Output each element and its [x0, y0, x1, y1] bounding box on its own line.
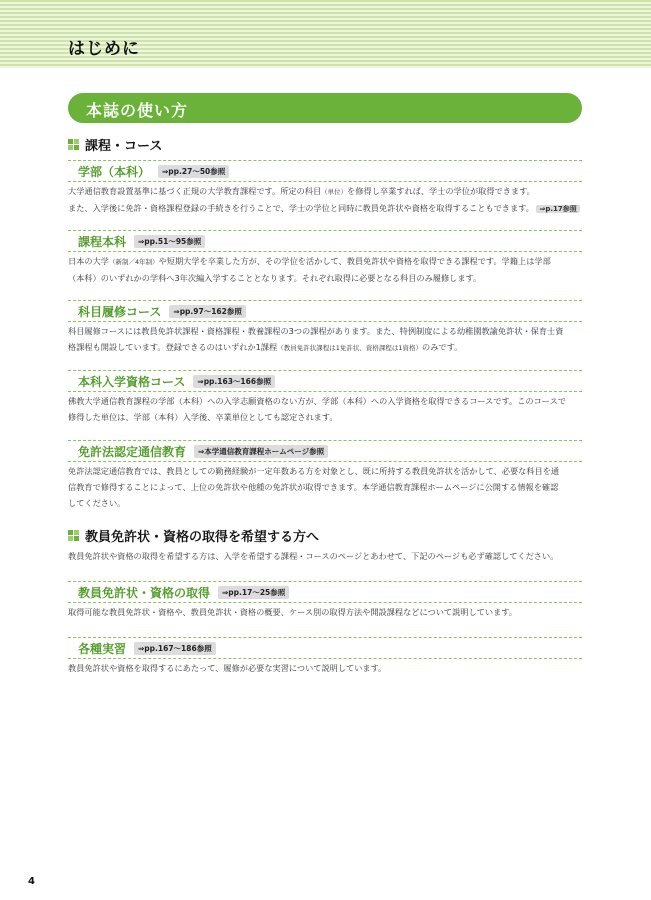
- subsection-body: 佛教大学通信教育課程の学部（本科）への入学志願資格のない方が、学部（本科）への入学資格を取得できるコースです。このコースで 修得した単位は、学部（本科）入学後、卒業単位としても認定されます。: [68, 396, 566, 422]
- subsection-kamoku: [68, 300, 582, 322]
- subsection-body: 日本の大学（新制／4年制）や短期大学を卒業した方が、その学位を活かして、教員免許状や資格を取得できる課程です。学籍上は学部 （本科）のいずれかの学科へ3年次編入学することとなります。それぞれ取得に必要となる科目のみ履修します。: [68, 256, 551, 283]
- page-header-title: はじめに: [68, 39, 140, 59]
- page-ref-tag: ⇒pp.167〜186参照: [134, 642, 216, 655]
- square-grid-icon: [68, 139, 79, 150]
- group-heading-text: 教員免許状・資格の取得を希望する方へ: [85, 529, 320, 545]
- section-title: 本誌の使い方: [86, 101, 189, 120]
- subsection-jisshu: [68, 637, 582, 659]
- page-ref-tag: ⇒pp.163〜166参照: [193, 375, 275, 388]
- group-heading-text: 課程・コース: [85, 138, 163, 154]
- group-heading-courses: [68, 135, 162, 153]
- subsection-title: 学部（本科）: [78, 164, 151, 179]
- subsection-menkyo: [68, 440, 582, 462]
- subsection-katei-honka: [68, 230, 582, 252]
- page-ref-tag: ⇒pp.51〜95参照: [134, 235, 205, 248]
- subsection-title: 各種実習: [78, 641, 127, 656]
- page-ref-tag: ⇒本学通信教育課程ホームページ参照: [194, 445, 328, 458]
- group-heading-licenses: [68, 526, 319, 544]
- subsection-body: 科目履修コースには教員免許状課程・資格課程・教養課程の3つの課程があります。また、特例制度による幼稚園教諭免許状・保育士資 格課程も開設しています。登録できるのはいずれか1課程（教員免許状課程は1免許状、資格課程は1資格）のみです。: [68, 326, 564, 352]
- subsection-body: 取得可能な教員免許状・資格や、教員免許状・資格の概要、ケース別の取得方法や開設課程などについて説明しています。: [68, 607, 517, 617]
- page-number: 4: [28, 876, 35, 887]
- square-grid-icon: [68, 530, 79, 541]
- subsection-body: 免許法認定通信教育では、教員としての勤務経験が一定年数ある方を対象とし、既に所持する教員免許状を活かして、必要な科目を通 信教育で修得することによって、上位の免許状や他種の免許状が取得できます。本学通信教育課程ホームページに公開する情報を確認 してください。: [68, 466, 560, 508]
- subsection-title: 科目履修コース: [78, 304, 162, 319]
- subsection-title: 教員免許状・資格の取得: [78, 585, 211, 600]
- section-title-bar: [68, 93, 582, 123]
- subsection-shutoku: [68, 581, 582, 603]
- page-ref-tag: ⇒pp.17〜25参照: [218, 586, 289, 599]
- subsection-title: 課程本科: [78, 234, 127, 249]
- page-ref-tag: ⇒p.17参照: [536, 205, 579, 213]
- group-intro: 教員免許状や資格の取得を希望する方は、入学を希望する課程・コースのページとあわせて、下記のページも必ず確認してください。: [68, 551, 559, 561]
- page-ref-tag: ⇒pp.97〜162参照: [169, 305, 245, 318]
- subsection-body: 大学通信教育設置基準に基づく正規の大学教育課程です。所定の科目（単位）を修得し卒業すれば、学士の学位が取得できます。 また、入学後に免許・資格課程登録の手続きを行うことで、学士の学位と同時に教員免許状や資格を取得することもできます。 ⇒p.17参照: [68, 183, 582, 217]
- subsection-title: 免許法認定通信教育: [78, 444, 187, 459]
- subsection-body: 教員免許状や資格を取得するにあたって、履修が必要な実習について説明しています。: [68, 663, 387, 673]
- subsection-gakubu: [68, 160, 582, 182]
- subsection-title: 本科入学資格コース: [78, 374, 186, 389]
- subsection-honka-nyugaku: [68, 370, 582, 392]
- page-ref-tag: ⇒pp.27〜50参照: [158, 165, 229, 178]
